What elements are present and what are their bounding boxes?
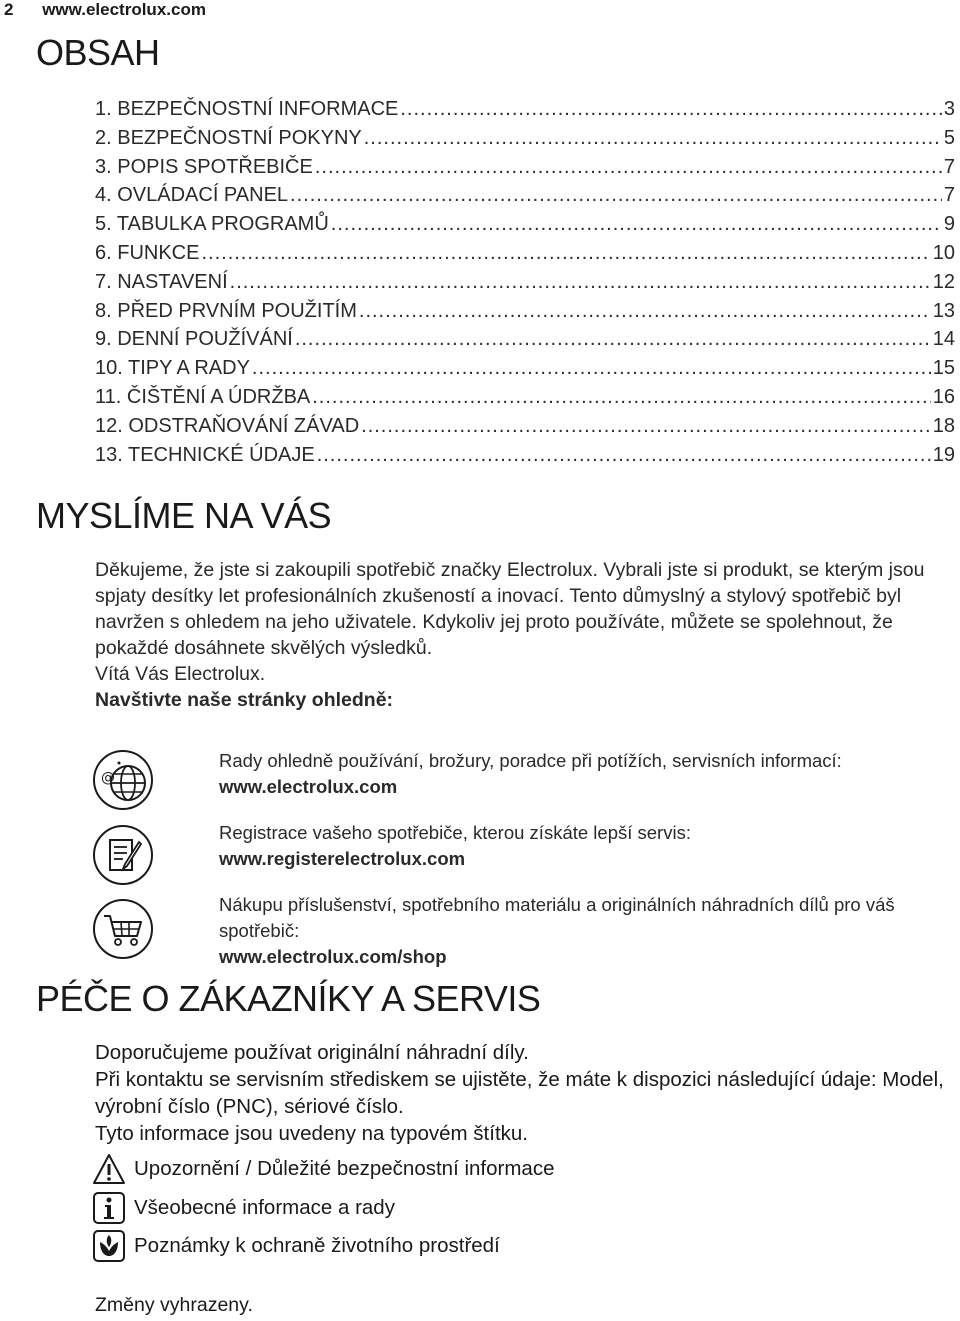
note-info-text: Všeobecné informace a rady [134,1196,395,1219]
toc-entry[interactable] [95,441,955,470]
warning-icon [92,1152,126,1186]
toc-entry[interactable] [95,354,955,383]
link-text-register [219,820,959,872]
link-url-shop[interactable]: www.electrolux.com/shop [219,946,447,967]
toc-leader-dots [295,325,931,354]
intro-text [95,557,955,713]
toc-entry[interactable] [95,181,955,210]
toc-page-number: 19 [932,443,955,466]
globe-icon [92,749,154,811]
toc-label: 9. DENNÍ POUŽÍVÁNÍ [95,328,293,351]
environment-icon [92,1229,126,1263]
toc-leader-dots [317,441,931,470]
toc-entry[interactable] [95,210,955,239]
toc-label: 2. BEZPEČNOSTNÍ POKYNY [95,126,362,149]
toc-label: 6. FUNKCE [95,241,200,264]
link-text-advice [219,748,959,800]
contents-title: OBSAH [36,32,160,73]
toc-leader-dots [364,124,942,153]
toc-entry[interactable] [95,239,955,268]
toc-page-number: 3 [943,98,955,120]
info-icon [92,1191,126,1225]
toc-entry[interactable] [95,268,955,297]
link-description: Nákupu příslušenství, spotřebního materiálu a originálních náhradních dílů pro váš spotřebič: [219,894,895,941]
toc-label: 12. ODSTRAŇOVÁNÍ ZÁVAD [95,414,360,437]
shopping-cart-icon [92,898,154,960]
toc-label: 1. BEZPEČNOSTNÍ INFORMACE [95,98,399,120]
toc-page-number: 16 [932,385,955,408]
toc-page-number: 7 [943,184,955,207]
link-description: Registrace vašeho spotřebiče, kterou získáte lepší servis: [219,822,691,843]
toc-entry[interactable] [95,297,955,326]
link-url-electrolux[interactable]: www.electrolux.com [219,776,398,797]
toc-label: 10. TIPY A RADY [95,357,250,380]
toc-page-number: 9 [943,213,955,236]
note-warning-text: Upozornění / Důležité bezpečnostní informace [134,1157,555,1180]
toc-leader-dots [359,297,931,326]
toc-label: 4. OVLÁDACÍ PANEL [95,184,289,207]
toc-label: 3. POPIS SPOTŘEBIČE [95,155,313,178]
svg-text:@: @ [101,770,115,786]
care-text [95,1039,955,1147]
toc-leader-dots [252,354,931,383]
note-environment [92,1229,500,1263]
toc-leader-dots [315,153,942,182]
note-environment-text: Poznámky k ochraně životního prostředí [134,1234,500,1257]
footer-note: Změny vyhrazeny. [95,1294,253,1316]
toc-entry[interactable] [95,325,955,354]
table-of-contents [95,95,955,469]
welcome-line: Vítá Vás Electrolux. [95,663,266,685]
toc-entry[interactable] [95,153,955,182]
toc-page-number: 12 [932,270,955,293]
link-description: Rady ohledně používání, brožury, poradce při potížích, servisních informací: [219,750,842,771]
toc-entry[interactable] [95,383,955,412]
toc-page-number: 13 [932,299,955,322]
registration-form-icon [92,824,154,886]
toc-entry[interactable] [95,412,955,441]
toc-leader-dots [201,239,930,268]
note-warning [92,1152,554,1186]
toc-leader-dots [400,95,942,124]
toc-page-number: 18 [932,414,955,437]
visit-heading: Navštivte naše stránky ohledně: [95,689,394,711]
care-title: PÉČE O ZÁKAZNÍKY A SERVIS [36,978,541,1019]
toc-label: 7. NASTAVENÍ [95,270,228,293]
toc-leader-dots [312,383,931,412]
care-line-2: Při kontaktu se servisním střediskem se ujistěte, že máte k dispozici následující údaje: Model, výrobní číslo (PNC), sériové číslo. [95,1068,944,1118]
toc-page-number: 10 [932,241,955,264]
thinking-title: MYSLÍME NA VÁS [36,495,332,536]
page-header [4,0,206,20]
toc-label: 8. PŘED PRVNÍM POUŽITÍM [95,299,357,322]
toc-page-number: 5 [943,126,955,149]
toc-label: 5. TABULKA PROGRAMŮ [95,213,329,236]
toc-page-number: 7 [943,155,955,178]
toc-leader-dots [230,268,931,297]
toc-entry[interactable] [95,95,955,124]
intro-paragraph: Děkujeme, že jste si zakoupili spotřebič značky Electrolux. Vybrali jste si produkt, se kterým jsou spjaty desítky let profesionálních zkušeností a inovací. Tento důmyslný a stylový spotřebič byl navržen s ohledem na jeho uživatele. Kdykoliv jej proto používáte, můžete se spolehnout, že pokaždé dosáhnete skvělých výsledků. [95,559,925,659]
toc-leader-dots [331,210,942,239]
page-number: 2 [4,0,14,19]
toc-leader-dots [290,181,942,210]
toc-leader-dots [361,412,931,441]
note-info [92,1191,395,1225]
toc-label: 13. TECHNICKÉ ÚDAJE [95,443,315,466]
toc-page-number: 15 [932,357,955,380]
link-url-register[interactable]: www.registerelectrolux.com [219,848,466,869]
header-site-link[interactable]: www.electrolux.com [42,0,206,19]
toc-entry[interactable] [95,124,955,153]
care-line-3: Tyto informace jsou uvedeny na typovém štítku. [95,1122,528,1145]
care-line-1: Doporučujeme používat originální náhradní díly. [95,1041,529,1064]
link-text-shop [219,892,959,970]
toc-page-number: 14 [932,328,955,351]
toc-label: 11. ČIŠTĚNÍ A ÚDRŽBA [95,385,311,408]
